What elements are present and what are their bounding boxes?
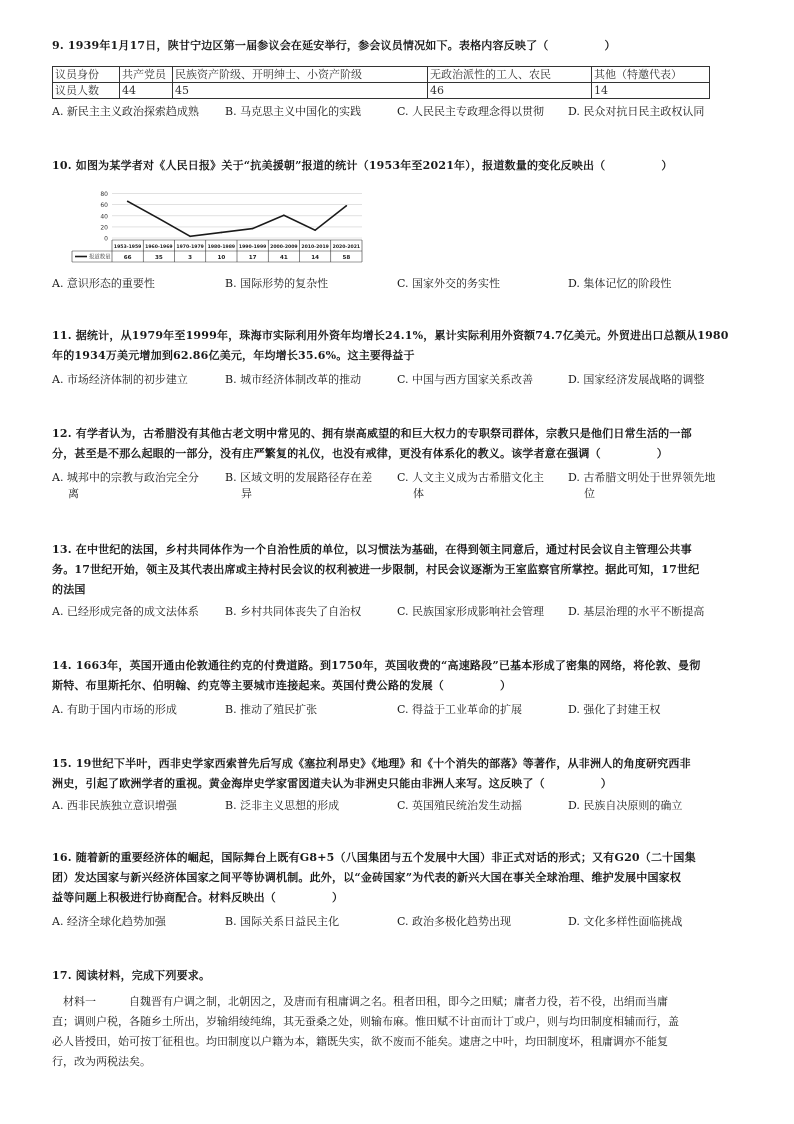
data-label: 3 — [188, 255, 193, 261]
q13-option-d[interactable]: D. 基层治理的水平不断提高 — [568, 605, 705, 618]
q9-option-d[interactable]: D. 民众对抗日民主政权认同 — [568, 105, 705, 118]
q14-option-b[interactable]: B. 推动了殖民扩张 — [225, 703, 318, 716]
q15-option-a[interactable]: A. 西非民族独立意识增强 — [52, 799, 177, 812]
q16-stem-line: 团）发达国家与新兴经济体国家之间平等协调机制。此外，以“金砖国家”为代表的新兴大国在事关全球治理、维护发展中国家权 — [52, 871, 682, 884]
x-category-label: 1980-1989 — [207, 245, 236, 250]
q12-stem-line: 分，甚至是不那么起眼的一部分，没有庄严繁复的礼仪，也没有戒律，更没有体系化的教义。该学者意在强调（ ） — [52, 447, 668, 460]
x-category-label: 2020-2021 — [332, 245, 361, 250]
data-point — [314, 229, 316, 231]
data-label: 14 — [311, 255, 320, 261]
data-point — [189, 236, 191, 238]
table-cell: 44 — [120, 83, 173, 99]
q17-stem: 17. 阅读材料，完成下列要求。 — [52, 969, 211, 982]
data-label: 41 — [279, 255, 288, 261]
q9-stem: 9. 1939年1月17日，陕甘宁边区第一届参议会在延安举行，参会议员情况如下。表格内容反映了（ ） — [52, 39, 616, 52]
q10-stem: 10. 如图为某学者对《人民日报》关于“抗美援朝”报道的统计（1953年至2021年），报道数量的变化反映出（ ） — [52, 159, 673, 172]
q9-table — [52, 66, 710, 99]
q11-option-a[interactable]: A. 市场经济体制的初步建立 — [52, 373, 188, 386]
q10-option-d[interactable]: D. 集体记忆的阶段性 — [568, 277, 672, 290]
q15-stem-line: 洲史，引起了欧洲学者的重视。黄金海岸史学家雷図道夫认为非洲史只能由非洲人来写。这反映了（ ） — [52, 777, 612, 790]
data-label: 58 — [342, 255, 351, 261]
option-text: A. 城邦中的宗教与政治完全分 — [52, 471, 199, 484]
q10-option-c[interactable]: C. 国家外交的务实性 — [397, 277, 501, 290]
q11-option-b[interactable]: B. 城市经济体制改革的推动 — [225, 373, 362, 386]
q9-option-c[interactable]: C. 人民民主专政理念得以贯彻 — [397, 105, 545, 118]
option-text: B. 区域文明的发展路径存在差 — [225, 471, 373, 484]
q14-stem-line: 斯特、布里斯托尔、伯明翰、约克等主要城市连接起来。英国付费公路的发展（ ） — [52, 679, 512, 692]
table-cell: 民族资产阶级、开明绅士、小资产阶级 — [173, 67, 428, 83]
q12-option-c[interactable] — [397, 470, 565, 502]
q15-option-b[interactable]: B. 泛非主义思想的形成 — [225, 799, 340, 812]
y-tick-label: 60 — [100, 202, 108, 210]
q14-option-d[interactable]: D. 强化了封建王权 — [568, 703, 661, 716]
q16-option-b[interactable]: B. 国际关系日益民主化 — [225, 915, 340, 928]
q10-line-chart — [70, 182, 366, 264]
q11-stem-line: 11. 据统计，从1979年至1999年，珠海市实际利用外资年均增长24.1%，累计实际利用外资额74.7亿美元。外贸进出口总额从1980 — [52, 329, 729, 342]
data-point — [283, 214, 285, 216]
q13-option-c[interactable]: C. 民族国家形成影响社会管理 — [397, 605, 545, 618]
q12-option-a[interactable] — [52, 470, 220, 502]
q16-stem-line: 益等问题上积极进行协商配合。材料反映出（ ） — [52, 891, 344, 904]
data-label: 17 — [248, 255, 257, 261]
q15-stem-line: 15. 19世纪下半叶，西非史学家西索普先后写成《塞拉利昂史》《地理》和《十个消失的部落》等著作，从非洲人的角度研究西非 — [52, 757, 691, 770]
data-point — [127, 201, 129, 203]
series-line — [128, 201, 347, 236]
q16-option-c[interactable]: C. 政治多极化趋势出现 — [397, 915, 512, 928]
y-tick-label: 80 — [100, 191, 108, 199]
q17-material-line: 必人皆授田，始可按丁征租也。均田制度以户籍为本，籍既失实，欲不废而不能矣。逮唐之中叶，均田制度坏，租庸调亦不能复 — [52, 1035, 668, 1048]
data-point — [252, 228, 254, 230]
data-label: 66 — [123, 255, 132, 261]
x-category-label: 1970-1979 — [176, 245, 204, 250]
table-cell: 46 — [428, 83, 592, 99]
x-category-label: 1960-1969 — [145, 245, 173, 250]
q16-stem-line: 16. 随着新的重要经济体的崛起，国际舞台上既有G8+5（八国集团与五个发展中大国）非正式对话的形式；又有G20（二十国集 — [52, 851, 696, 864]
option-text: C. 人文主义成为古希腊文化主 — [397, 471, 545, 484]
q14-stem-line: 14. 1663年，英国开通由伦敦通往约克的付费道路。到1750年，英国收费的“高速路段”已基本形成了密集的网络，将伦敦、曼彻 — [52, 659, 701, 672]
q11-stem-line: 年的1934万美元增加到62.86亿美元，年均增长35.6%。这主要得益于 — [52, 349, 415, 362]
q17-material-line: 行，改为两税法矣。 — [52, 1055, 151, 1068]
q14-option-a[interactable]: A. 有助于国内市场的形成 — [52, 703, 177, 716]
q13-stem-line: 的法国 — [52, 583, 86, 596]
legend-label: 报道数量 — [89, 254, 111, 261]
option-text: 体 — [413, 487, 424, 500]
q14-option-c[interactable]: C. 得益于工业革命的扩展 — [397, 703, 523, 716]
q13-option-a[interactable]: A. 已经形成完备的成文法体系 — [52, 605, 199, 618]
q15-option-d[interactable]: D. 民族自决原则的确立 — [568, 799, 683, 812]
table-cell: 议员身份 — [53, 67, 120, 83]
q15-option-c[interactable]: C. 英国殖民统治发生动摇 — [397, 799, 523, 812]
chart-grid — [112, 194, 362, 238]
table-row — [53, 83, 710, 99]
data-label: 35 — [154, 255, 163, 261]
y-tick-label: 20 — [100, 224, 108, 232]
data-label: 10 — [217, 255, 226, 261]
q9-option-a[interactable]: A. 新民主主义政治探索趋成熟 — [52, 105, 199, 118]
table-cell: 其他（特邀代表） — [592, 67, 710, 83]
table-cell: 14 — [592, 83, 710, 99]
q11-option-c[interactable]: C. 中国与西方国家关系改善 — [397, 373, 534, 386]
q13-stem-line: 13. 在中世纪的法国，乡村共同体作为一个自治性质的单位，以习惯法为基础，在得到领主同意后，通过村民会议自主管理公共事 — [52, 543, 692, 556]
q13-stem-line: 务。17世纪开始，领主及其代表出席或主持村民会议的权利被进一步限制，村民会议逐渐为王室监察官所掌控。据此可知，17世纪 — [52, 563, 700, 576]
q10-option-a[interactable]: A. 意识形态的重要性 — [52, 277, 155, 290]
x-category-label: 1990-1999 — [238, 245, 267, 250]
q16-option-a[interactable]: A. 经济全球化趋势加强 — [52, 915, 166, 928]
y-tick-label: 0 — [104, 235, 108, 243]
option-text: 位 — [584, 487, 595, 500]
table-cell: 无政治派性的工人、农民 — [428, 67, 592, 83]
chart-data-table — [72, 240, 362, 262]
q16-option-d[interactable]: D. 文化多样性面临挑战 — [568, 915, 683, 928]
q13-option-b[interactable]: B. 乡村共同体丧失了自治权 — [225, 605, 362, 618]
q11-option-d[interactable]: D. 国家经济发展战略的调整 — [568, 373, 705, 386]
y-tick-label: 40 — [100, 213, 108, 221]
data-point — [221, 232, 223, 234]
data-point — [158, 218, 160, 220]
q12-option-d[interactable] — [568, 470, 748, 502]
chart-series — [127, 201, 347, 238]
option-text: 离 — [68, 487, 79, 500]
q17-material-line: 材料一 自魏晋有户调之制，北朝因之，及唐而有租庸调之名。租者田租，即今之田赋；庸者力役，若不役，出绢而当庸 — [52, 995, 668, 1008]
q17-material-line: 直；调则户税，各随乡土所出，岁输绢绫纯绵，其无蚕桑之处，则输布麻。惟田赋不计亩而计丁或户，则与均田制度相辅而行，盖 — [52, 1015, 679, 1028]
table-cell: 45 — [173, 83, 428, 99]
option-text: 异 — [241, 487, 252, 500]
q10-option-b[interactable]: B. 国际形势的复杂性 — [225, 277, 329, 290]
table-cell: 议员人数 — [53, 83, 120, 99]
x-category-label: 2010-2019 — [301, 245, 329, 250]
x-category-label: 2000-2009 — [270, 245, 298, 250]
option-text: D. 古希腊文明处于世界领先地 — [568, 471, 716, 484]
q9-option-b[interactable]: B. 马克思主义中国化的实践 — [225, 105, 362, 118]
table-cell: 共产党员 — [120, 67, 173, 83]
q12-stem-line: 12. 有学者认为，古希腊没有其他古老文明中常见的、拥有崇高威望的和巨大权力的专职祭司群体，宗教只是他们日常生活的一部 — [52, 427, 692, 440]
table-row — [53, 67, 710, 83]
chart-y-axis — [100, 191, 108, 242]
data-point — [346, 205, 348, 207]
x-category-label: 1953-1959 — [113, 245, 142, 250]
q12-option-b[interactable] — [225, 470, 393, 502]
